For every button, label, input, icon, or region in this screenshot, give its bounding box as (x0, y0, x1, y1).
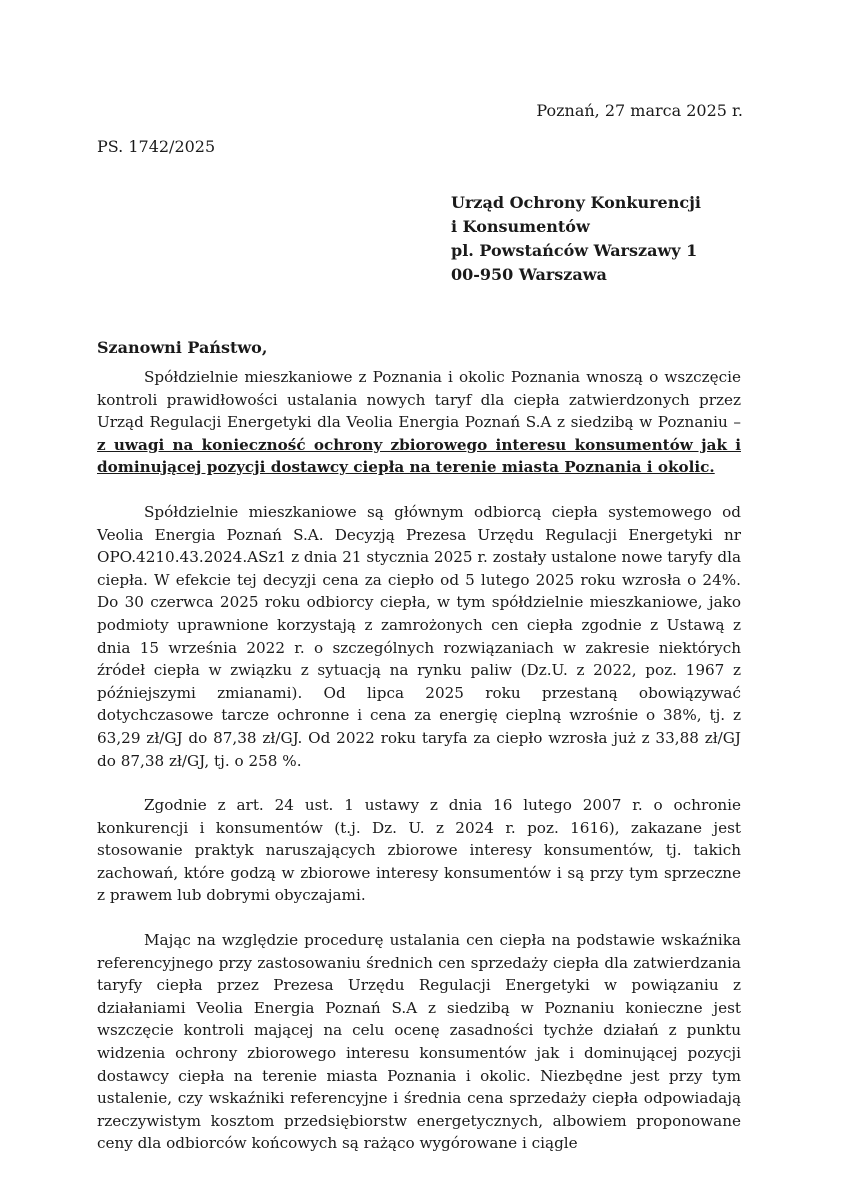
paragraph-2: Spółdzielnie mieszkaniowe są głównym odbiorcą ciepła systemowego od Veolia Energia Poznań S.A. Decyzją Prezesa Urzędu Regulacji Energetyki nr OPO.4210.43.2024.ASz1 z dnia 21 stycznia 2025 r. zostały ustalone nowe taryfy dla ciepła. W efekcie tej decyzji cena za ciepło od 5 lutego 2025 roku wzrosła o 24%. Do 30 czerwca 2025 roku odbiorcy ciepła, w tym spółdzielnie mieszkaniowe, jako podmioty uprawnione korzystają z zamrożonych cen ciepła zgodnie z Ustawą z dnia 15 września 2022 r. o szczególnych rozwiązaniach w zakresie niektórych źródeł ciepła w związku z sytuacją na rynku paliw (Dz.U. z 2022, poz. 1967 z późniejszymi zmianami). Od lipca 2025 roku przestaną obowiązywać dotychczasowe tarcze ochronne i cena za energię cieplną wzrośnie o 38%, tj. z 63,29 zł/GJ do 87,38 zł/GJ. Od 2022 roku taryfa za ciepło wzrosła już z 33,88 zł/GJ do 87,38 zł/GJ, tj. o 258 %. (97, 502, 741, 770)
reference-number: PS. 1742/2025 (97, 137, 216, 156)
paragraph-3: Zgodnie z art. 24 ust. 1 ustawy z dnia 16 lutego 2007 r. o ochronie konkurencji i konsumentów (t.j. Dz. U. z 2024 r. poz. 1616), zakazane jest stosowanie praktyk naruszających zbiorowe interesy konsumentów, tj. takich zachowań, które godzą w zbiorowe interesy konsumentów i są przy tym sprzeczne z prawem lub dobrymi obyczajami. (97, 796, 741, 905)
recipient-street: pl. Powstańców Warszawy 1 (451, 241, 698, 260)
recipient-line: Urząd Ochrony Konkurencji (451, 193, 701, 212)
letter-date: Poznań, 27 marca 2025 r. (536, 101, 743, 120)
paragraph-1 (97, 366, 741, 479)
recipient-city: 00-950 Warszawa (451, 265, 607, 284)
salutation: Szanowni Państwo, (97, 338, 268, 357)
paragraph-1-emphasis: z uwagi na konieczność ochrony zbiorowego interesu konsumentów jak i dominującej pozycji dostawcy ciepła na terenie miasta Poznania i okolic. (97, 435, 741, 477)
recipient-line: i Konsumentów (451, 217, 590, 236)
letter-body (97, 366, 741, 1177)
paragraph-1-text: Spółdzielnie mieszkaniowe z Poznania i okolic Poznania wnoszą o wszczęcie kontroli prawidłowości ustalania nowych taryf dla ciepła zatwierdzonych przez Urząd Regulacji Energetyki dla Veolia Energia Poznań S.A z siedzibą w Poznaniu – (97, 368, 741, 432)
paragraph-4: Mając na względzie procedurę ustalania cen ciepła na podstawie wskaźnika referencyjnego przy zastosowaniu średnich cen sprzedaży ciepła dla zatwierdzania taryfy ciepła przez Prezesa Urzędu Regulacji Energetyki w powiązaniu z działaniami Veolia Energia Poznań S.A z siedzibą w Poznaniu konieczne jest wszczęcie kontroli mającej na celu ocenę zasadności tychże działań z punktu widzenia ochrony zbiorowego interesu konsumentów jak i dominującej pozycji dostawcy ciepła na terenie miasta Poznania i okolic. Niezbędne jest przy tym ustalenie, czy wskaźniki referencyjne i średnia cena sprzedaży ciepła odpowiadają rzeczywistym kosztom przedsiębiorstw energetycznych, albowiem proponowane ceny dla odbiorców końcowych są rażąco wygórowane i ciągle (97, 931, 741, 1153)
recipient-address (451, 191, 701, 287)
